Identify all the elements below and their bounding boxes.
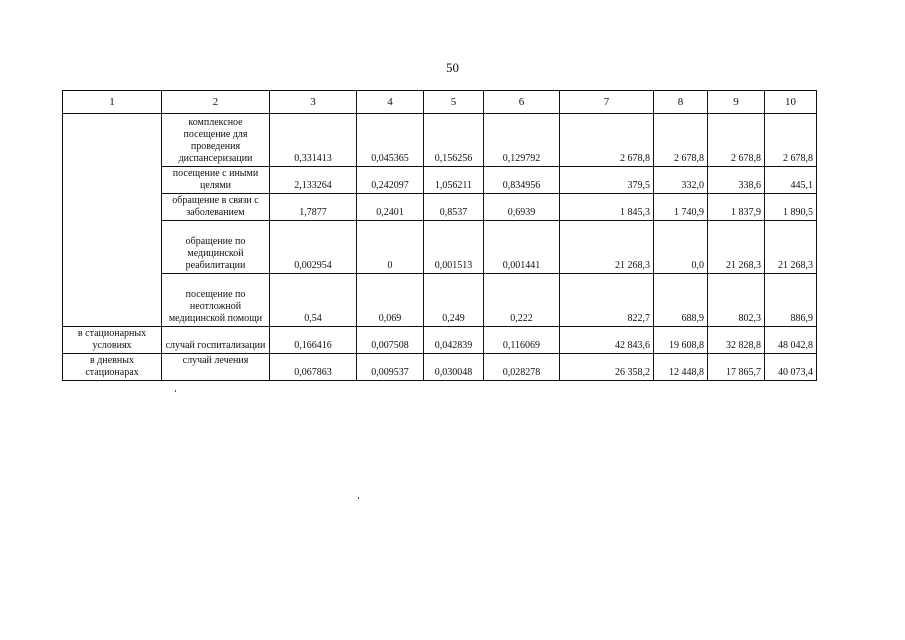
column-header: 4 bbox=[357, 91, 424, 114]
value-cell: 32 828,8 bbox=[708, 327, 765, 354]
header-row bbox=[63, 91, 817, 114]
value-cell: 0,001513 bbox=[424, 221, 484, 274]
value-cell: 0,0 bbox=[654, 221, 708, 274]
value-cell: 21 268,3 bbox=[708, 221, 765, 274]
row-label: комплексное посещение для проведения диспансеризации bbox=[162, 114, 270, 167]
value-cell: 1,7877 bbox=[270, 194, 357, 221]
value-cell: 802,3 bbox=[708, 274, 765, 327]
value-cell: 2 678,8 bbox=[765, 114, 817, 167]
data-table bbox=[62, 90, 817, 381]
value-cell: 338,6 bbox=[708, 167, 765, 194]
row-label: случай госпитализации bbox=[162, 327, 270, 354]
value-cell: 1 845,3 bbox=[560, 194, 654, 221]
value-cell: 0,028278 bbox=[484, 354, 560, 381]
column-header: 1 bbox=[63, 91, 162, 114]
value-cell: 0,242097 bbox=[357, 167, 424, 194]
value-cell: 0,045365 bbox=[357, 114, 424, 167]
table-row bbox=[63, 327, 817, 354]
column-header: 10 bbox=[765, 91, 817, 114]
value-cell: 886,9 bbox=[765, 274, 817, 327]
value-cell: 0,166416 bbox=[270, 327, 357, 354]
value-cell: 17 865,7 bbox=[708, 354, 765, 381]
value-cell: 12 448,8 bbox=[654, 354, 708, 381]
value-cell: 26 358,2 bbox=[560, 354, 654, 381]
column-header: 9 bbox=[708, 91, 765, 114]
row-label: случай лечения bbox=[162, 354, 270, 381]
value-cell: 1 837,9 bbox=[708, 194, 765, 221]
column-header: 2 bbox=[162, 91, 270, 114]
value-cell: 0,002954 bbox=[270, 221, 357, 274]
page-number: 50 bbox=[446, 60, 459, 75]
column-header: 7 bbox=[560, 91, 654, 114]
row-label: посещение с иными целями bbox=[162, 167, 270, 194]
value-cell: 0,331413 bbox=[270, 114, 357, 167]
column-header: 3 bbox=[270, 91, 357, 114]
value-cell: 2,133264 bbox=[270, 167, 357, 194]
value-cell: 379,5 bbox=[560, 167, 654, 194]
value-cell: 0,2401 bbox=[357, 194, 424, 221]
value-cell: 445,1 bbox=[765, 167, 817, 194]
category-cell: в дневных стационарах bbox=[63, 354, 162, 381]
value-cell: 0,009537 bbox=[357, 354, 424, 381]
value-cell: 2 678,8 bbox=[708, 114, 765, 167]
value-cell: 2 678,8 bbox=[560, 114, 654, 167]
value-cell: 0,222 bbox=[484, 274, 560, 327]
value-cell: 0,007508 bbox=[357, 327, 424, 354]
value-cell: 21 268,3 bbox=[560, 221, 654, 274]
value-cell: 0,030048 bbox=[424, 354, 484, 381]
value-cell: 0,116069 bbox=[484, 327, 560, 354]
column-header: 8 bbox=[654, 91, 708, 114]
value-cell: 0,156256 bbox=[424, 114, 484, 167]
row-label: обращение в связи с заболеванием bbox=[162, 194, 270, 221]
value-cell: 1 740,9 bbox=[654, 194, 708, 221]
value-cell: 0 bbox=[357, 221, 424, 274]
table-row bbox=[63, 354, 817, 381]
value-cell: 822,7 bbox=[560, 274, 654, 327]
value-cell: 332,0 bbox=[654, 167, 708, 194]
value-cell: 0,249 bbox=[424, 274, 484, 327]
row-label: посещение по неотложной медицинской помощи bbox=[162, 274, 270, 327]
table-row bbox=[63, 194, 817, 221]
table-row bbox=[63, 167, 817, 194]
value-cell: 0,54 bbox=[270, 274, 357, 327]
value-cell: 42 843,6 bbox=[560, 327, 654, 354]
value-cell: 0,8537 bbox=[424, 194, 484, 221]
value-cell: 688,9 bbox=[654, 274, 708, 327]
value-cell: 0,6939 bbox=[484, 194, 560, 221]
scan-speck bbox=[358, 497, 359, 499]
value-cell: 21 268,3 bbox=[765, 221, 817, 274]
category-cell bbox=[63, 114, 162, 327]
scan-speck bbox=[175, 390, 176, 392]
table-row bbox=[63, 114, 817, 167]
value-cell: 1,056211 bbox=[424, 167, 484, 194]
column-header: 5 bbox=[424, 91, 484, 114]
value-cell: 0,042839 bbox=[424, 327, 484, 354]
value-cell: 19 608,8 bbox=[654, 327, 708, 354]
value-cell: 0,834956 bbox=[484, 167, 560, 194]
value-cell: 48 042,8 bbox=[765, 327, 817, 354]
value-cell: 40 073,4 bbox=[765, 354, 817, 381]
category-cell: в стационарных условиях bbox=[63, 327, 162, 354]
value-cell: 0,001441 bbox=[484, 221, 560, 274]
value-cell: 2 678,8 bbox=[654, 114, 708, 167]
column-header: 6 bbox=[484, 91, 560, 114]
value-cell: 1 890,5 bbox=[765, 194, 817, 221]
value-cell: 0,129792 bbox=[484, 114, 560, 167]
table-row bbox=[63, 221, 817, 274]
value-cell: 0,069 bbox=[357, 274, 424, 327]
table-row bbox=[63, 274, 817, 327]
value-cell: 0,067863 bbox=[270, 354, 357, 381]
row-label: обращение по медицинской реабилитации bbox=[162, 221, 270, 274]
